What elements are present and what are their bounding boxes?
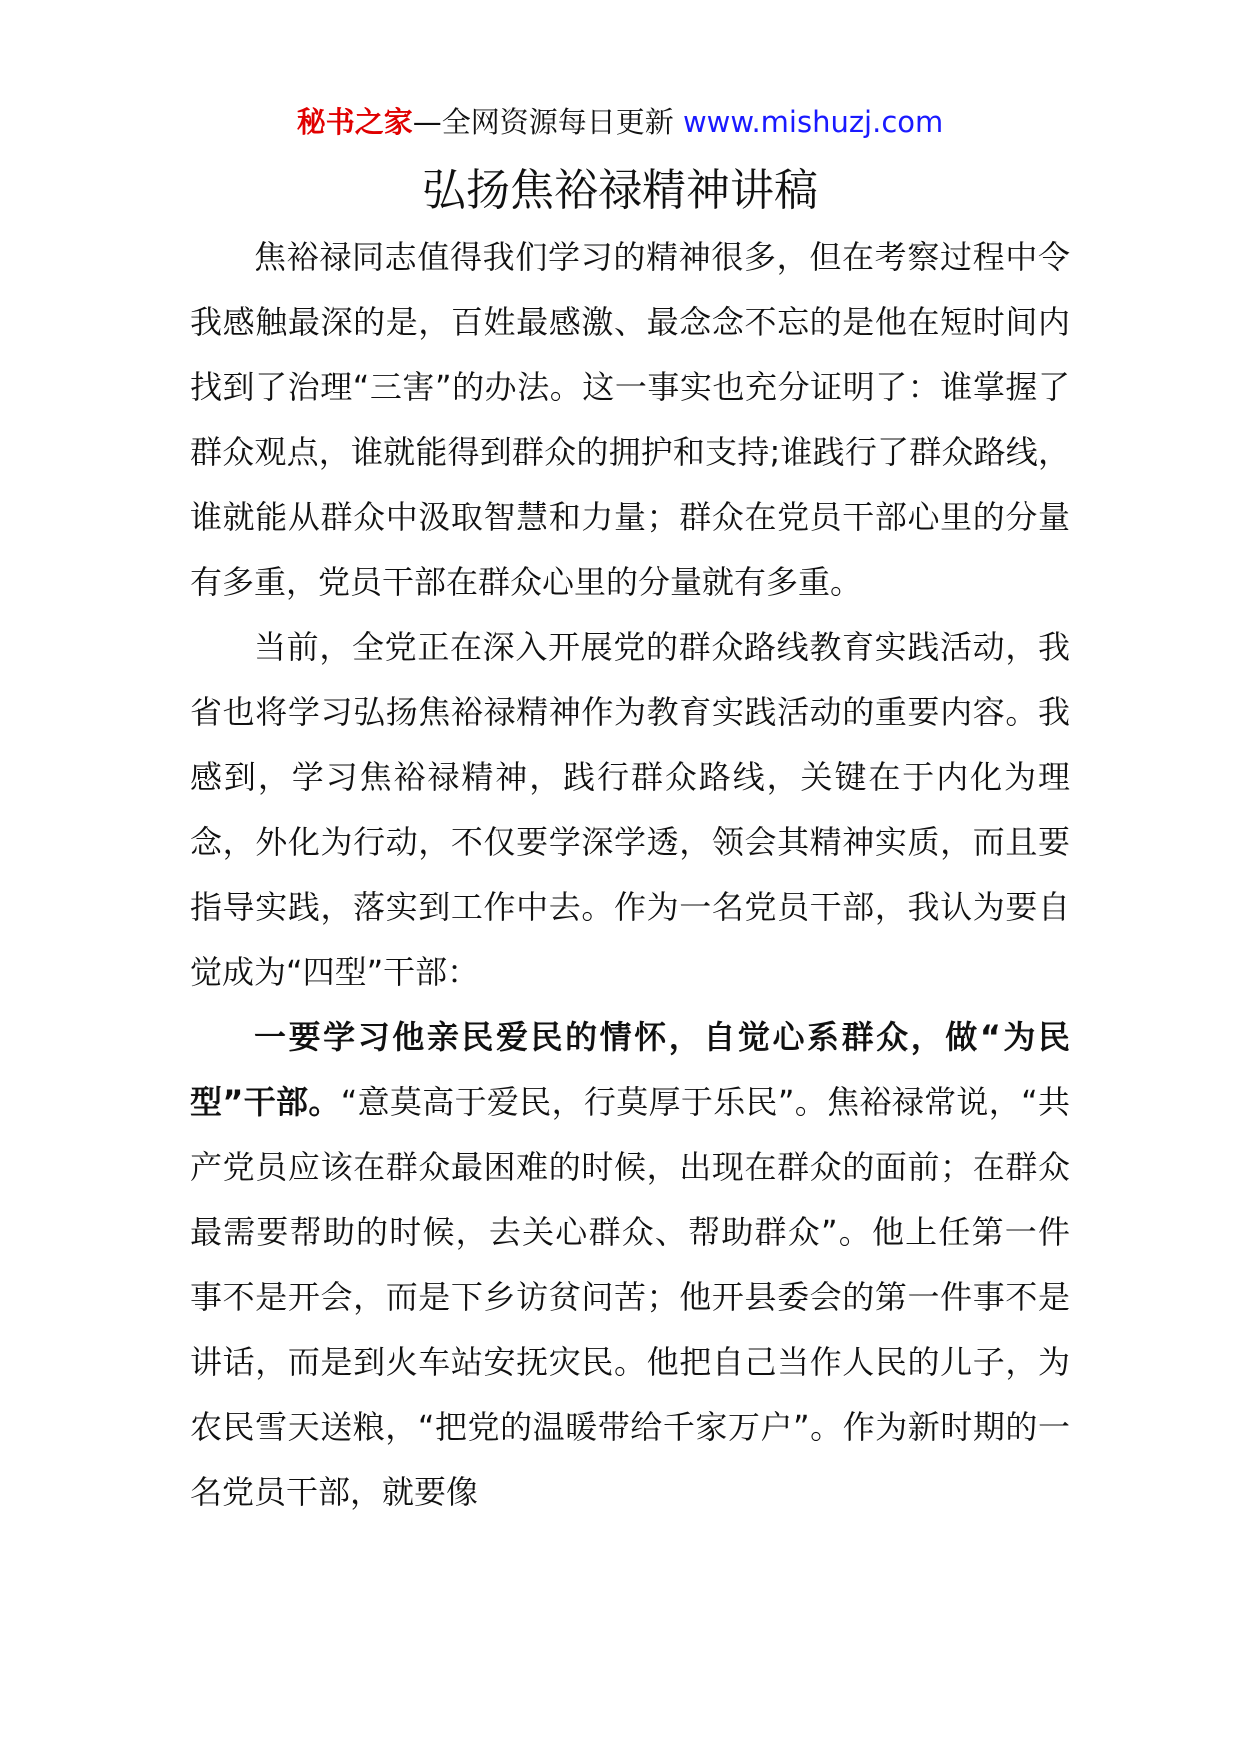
document-body xyxy=(190,225,1070,1525)
paragraph-1-text: 焦裕禄同志值得我们学习的精神很多，但在考察过程中令我感触最深的是，百姓最感激、最念念不忘的是他在短时间内找到了治理“三害”的办法。这一事实也充分证明了：谁掌握了群众观点，谁就能得到群众的拥护和支持;谁践行了群众路线，谁就能从群众中汲取智慧和力量；群众在党员干部心里的分量有多重，党员干部在群众心里的分量就有多重。 xyxy=(190,238,1070,601)
site-url-link[interactable]: www.mishuzj.com xyxy=(682,105,944,139)
paragraph-1 xyxy=(190,225,1070,615)
site-header xyxy=(0,100,1240,144)
paragraph-3 xyxy=(190,1005,1070,1525)
paragraph-3-text: “意莫高于爱民，行莫厚于乐民”。焦裕禄常说，“共产党员应该在群众最困难的时候，出现在群众的面前；在群众最需要帮助的时候，去关心群众、帮助群众”。他上任第一件事不是开会，而是下乡访贫问苦；他开县委会的第一件事不是讲话，而是到火车站安抚灾民。他把自己当作人民的儿子，为农民雪天送粮，“把党的温暖带给千家万户”。作为新时期的一名党员干部，就要像 xyxy=(190,1083,1070,1511)
site-brand: 秘书之家 xyxy=(296,105,413,139)
paragraph-2 xyxy=(190,615,1070,1005)
paragraph-2-text: 当前，全党正在深入开展党的群众路线教育实践活动，我省也将学习弘扬焦裕禄精神作为教育实践活动的重要内容。我感到，学习焦裕禄精神，践行群众路线，关键在于内化为理念，外化为行动，不仅要学深学透，领会其精神实质，而且要指导实践，落实到工作中去。作为一名党员干部，我认为要自觉成为“四型”干部： xyxy=(190,628,1070,991)
document-title: 弘扬焦裕禄精神讲稿 xyxy=(422,165,818,216)
paragraph-3-lead: 一要学习他亲民爱民的情怀，自觉心系群众，做“为民型”干部。 xyxy=(190,1018,1070,1121)
site-slogan: —全网资源每日更新 xyxy=(412,105,674,139)
